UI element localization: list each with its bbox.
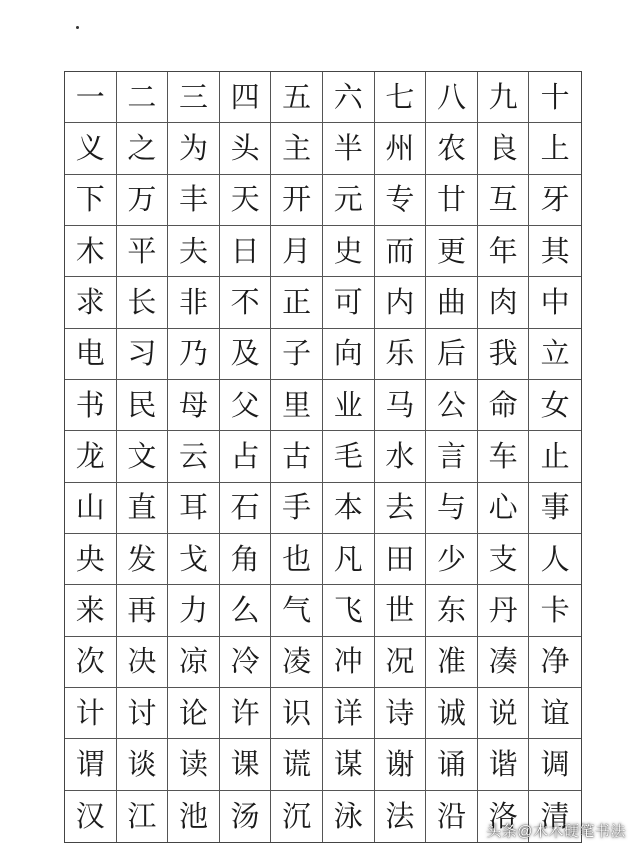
grid-cell: 冲: [323, 637, 375, 688]
grid-cell: 半: [323, 123, 375, 174]
grid-cell: 义: [65, 123, 117, 174]
grid-cell: 夫: [168, 226, 220, 277]
grid-cell: 民: [117, 380, 169, 431]
grid-cell: 计: [65, 688, 117, 739]
grid-cell: 沉: [271, 791, 323, 842]
grid-cell: 占: [220, 431, 272, 482]
grid-cell: 里: [271, 380, 323, 431]
grid-cell: 不: [220, 277, 272, 328]
grid-cell: 古: [271, 431, 323, 482]
grid-cell: 谈: [117, 739, 169, 790]
grid-cell: 牙: [529, 175, 581, 226]
grid-cell: 么: [220, 585, 272, 636]
grid-cell: 非: [168, 277, 220, 328]
grid-cell: 木: [65, 226, 117, 277]
grid-cell: 向: [323, 329, 375, 380]
grid-cell: 支: [478, 534, 530, 585]
grid-cell: 我: [478, 329, 530, 380]
grid-cell: 史: [323, 226, 375, 277]
grid-cell: 本: [323, 483, 375, 534]
grid-cell: 飞: [323, 585, 375, 636]
grid-cell: 日: [220, 226, 272, 277]
grid-cell: 二: [117, 72, 169, 123]
grid-cell: 手: [271, 483, 323, 534]
grid-cell: 法: [375, 791, 427, 842]
grid-cell: 文: [117, 431, 169, 482]
grid-cell: 洛: [478, 791, 530, 842]
grid-cell: 乐: [375, 329, 427, 380]
grid-cell: 年: [478, 226, 530, 277]
grid-cell: 廿: [426, 175, 478, 226]
grid-cell: 马: [375, 380, 427, 431]
grid-cell: 女: [529, 380, 581, 431]
grid-cell: 石: [220, 483, 272, 534]
page-speck: [76, 26, 79, 29]
grid-cell: 冷: [220, 637, 272, 688]
grid-cell: 业: [323, 380, 375, 431]
grid-cell: 言: [426, 431, 478, 482]
character-grid: [64, 71, 582, 843]
grid-cell: 下: [65, 175, 117, 226]
grid-cell: 其: [529, 226, 581, 277]
grid-cell: 谢: [375, 739, 427, 790]
grid-cell: 课: [220, 739, 272, 790]
grid-cell: 互: [478, 175, 530, 226]
grid-cell: 肉: [478, 277, 530, 328]
grid-cell: 曲: [426, 277, 478, 328]
grid-cell: 发: [117, 534, 169, 585]
grid-cell: 州: [375, 123, 427, 174]
grid-cell: 许: [220, 688, 272, 739]
grid-cell: 田: [375, 534, 427, 585]
grid-cell: 人: [529, 534, 581, 585]
grid-cell: 求: [65, 277, 117, 328]
grid-cell: 江: [117, 791, 169, 842]
grid-cell: 沿: [426, 791, 478, 842]
grid-cell: 详: [323, 688, 375, 739]
grid-cell: 止: [529, 431, 581, 482]
grid-cell: 母: [168, 380, 220, 431]
grid-cell: 之: [117, 123, 169, 174]
grid-cell: 毛: [323, 431, 375, 482]
grid-cell: 去: [375, 483, 427, 534]
grid-cell: 与: [426, 483, 478, 534]
grid-cell: 天: [220, 175, 272, 226]
grid-cell: 决: [117, 637, 169, 688]
grid-cell: 七: [375, 72, 427, 123]
grid-cell: 再: [117, 585, 169, 636]
grid-cell: 谓: [65, 739, 117, 790]
grid-cell: 次: [65, 637, 117, 688]
grid-cell: 元: [323, 175, 375, 226]
watermark: 头条@木木硬笔书法: [486, 823, 626, 840]
grid-cell: 云: [168, 431, 220, 482]
grid-cell: 丹: [478, 585, 530, 636]
grid-cell: 乃: [168, 329, 220, 380]
grid-cell: 一: [65, 72, 117, 123]
grid-cell: 良: [478, 123, 530, 174]
grid-cell: 东: [426, 585, 478, 636]
grid-cell: 电: [65, 329, 117, 380]
grid-cell: 准: [426, 637, 478, 688]
grid-cell: 六: [323, 72, 375, 123]
grid-cell: 清: [540, 798, 570, 833]
grid-cell: 角: [220, 534, 272, 585]
grid-cell: 气: [271, 585, 323, 636]
grid-cell: 开: [271, 175, 323, 226]
grid-cell: 诗: [375, 688, 427, 739]
grid-cell: 九: [478, 72, 530, 123]
grid-cell: 力: [168, 585, 220, 636]
grid-cell: 立: [529, 329, 581, 380]
grid-cell: 及: [220, 329, 272, 380]
grid-cell: 谊: [529, 688, 581, 739]
grid-cell: 诵: [426, 739, 478, 790]
grid-cell: 十: [529, 72, 581, 123]
grid-cell: 为: [168, 123, 220, 174]
grid-cell: 八: [426, 72, 478, 123]
grid-cell: 山: [65, 483, 117, 534]
grid-cell: 书: [65, 380, 117, 431]
grid-cell: 内: [375, 277, 427, 328]
grid-cell: 央: [65, 534, 117, 585]
grid-cell: 凉: [168, 637, 220, 688]
grid-cell: 读: [168, 739, 220, 790]
grid-cell: 子: [271, 329, 323, 380]
grid-cell: 习: [117, 329, 169, 380]
grid-cell: 正: [271, 277, 323, 328]
grid-cell: 也: [271, 534, 323, 585]
grid-cell: 汤: [220, 791, 272, 842]
grid-cell: 父: [220, 380, 272, 431]
grid-cell: 公: [426, 380, 478, 431]
grid-cell: 耳: [168, 483, 220, 534]
grid-cell: 专: [375, 175, 427, 226]
grid-cell: 主: [271, 123, 323, 174]
grid-cell: 谎: [271, 739, 323, 790]
grid-cell: 丰: [168, 175, 220, 226]
grid-cell: 而: [375, 226, 427, 277]
grid-cell: 谐: [478, 739, 530, 790]
grid-cell: 龙: [65, 431, 117, 482]
grid-cell: 汉: [65, 791, 117, 842]
grid-cell: 池: [168, 791, 220, 842]
grid-cell: 调: [529, 739, 581, 790]
grid-cell: 水: [375, 431, 427, 482]
grid-cell: 来: [65, 585, 117, 636]
grid-cell: 心: [478, 483, 530, 534]
grid-cell: 讨: [117, 688, 169, 739]
grid-cell: 农: [426, 123, 478, 174]
grid-cell: 诚: [426, 688, 478, 739]
grid-cell: 事: [529, 483, 581, 534]
grid-cell: 直: [117, 483, 169, 534]
grid-cell: 世: [375, 585, 427, 636]
grid-cell: 万: [117, 175, 169, 226]
grid-cell: 泳: [323, 791, 375, 842]
grid-cell: 净: [529, 637, 581, 688]
grid-cell: 少: [426, 534, 478, 585]
grid-cell: 平: [117, 226, 169, 277]
grid-cell: 后: [426, 329, 478, 380]
grid-cell: 长: [117, 277, 169, 328]
grid-cell: 三: [168, 72, 220, 123]
grid-cell: 凡: [323, 534, 375, 585]
grid-cell: 识: [271, 688, 323, 739]
grid-cell: 五: [271, 72, 323, 123]
grid-cell: 上: [529, 123, 581, 174]
grid-cell: 戈: [168, 534, 220, 585]
grid-cell: 可: [323, 277, 375, 328]
grid-cell: 论: [168, 688, 220, 739]
grid-cell: 况: [375, 637, 427, 688]
grid-cell: 凑: [478, 637, 530, 688]
grid-cell: 命: [478, 380, 530, 431]
grid-cell: 车: [478, 431, 530, 482]
grid-cell: 头: [220, 123, 272, 174]
grid-cell: 月: [271, 226, 323, 277]
grid-cell: 四: [220, 72, 272, 123]
grid-cell: 中: [529, 277, 581, 328]
grid-cell: 卡: [529, 585, 581, 636]
grid-cell: 说: [478, 688, 530, 739]
grid-cell: 更: [426, 226, 478, 277]
grid-cell: 凌: [271, 637, 323, 688]
grid-cell: 谋: [323, 739, 375, 790]
